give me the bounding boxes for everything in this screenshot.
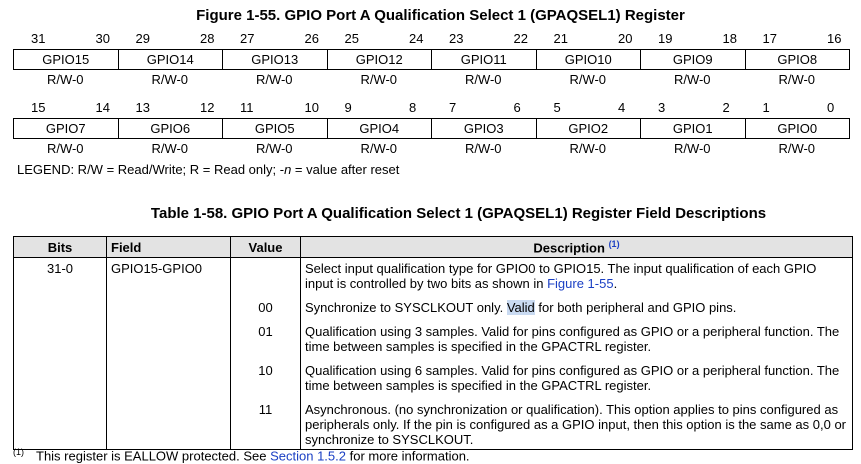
bit-number: 23 xyxy=(449,31,464,46)
access-type: R/W-0 xyxy=(360,141,398,156)
bit-number: 7 xyxy=(449,100,457,115)
access-type: R/W-0 xyxy=(151,141,189,156)
bit-number: 0 xyxy=(827,100,835,115)
bit-number: 22 xyxy=(513,31,528,46)
header-value: Value xyxy=(231,237,301,258)
access-type: R/W-0 xyxy=(673,141,711,156)
bit-number: 17 xyxy=(762,31,777,46)
bit-number: 2 xyxy=(722,100,730,115)
bit-number: 30 xyxy=(95,31,110,46)
bit-number: 25 xyxy=(344,31,359,46)
cell-value: 01 xyxy=(231,321,301,360)
access-type: R/W-0 xyxy=(569,72,607,87)
bit-number: 24 xyxy=(409,31,424,46)
header-bits: Bits xyxy=(14,237,107,258)
bit-number: 31 xyxy=(31,31,46,46)
register-fields-upper xyxy=(13,49,850,70)
register-field: GPIO11 xyxy=(432,50,537,69)
field-description-table xyxy=(13,236,853,450)
bit-number: 29 xyxy=(135,31,150,46)
register-field: GPIO7 xyxy=(14,119,119,138)
access-type: R/W-0 xyxy=(255,72,293,87)
register-field: GPIO13 xyxy=(223,50,328,69)
bit-number: 5 xyxy=(553,100,561,115)
register-field: GPIO0 xyxy=(746,119,851,138)
register-field: GPIO8 xyxy=(746,50,851,69)
register-fields-lower xyxy=(13,118,850,139)
access-type: R/W-0 xyxy=(255,141,293,156)
bit-number: 15 xyxy=(31,100,46,115)
register-field: GPIO12 xyxy=(328,50,433,69)
bit-number: 18 xyxy=(722,31,737,46)
bit-number: 12 xyxy=(200,100,215,115)
cell-value: 11 xyxy=(231,399,301,450)
bit-number: 27 xyxy=(240,31,255,46)
bit-number: 10 xyxy=(304,100,319,115)
cell-description: Synchronize to SYSCLKOUT only. Valid for both peripheral and GPIO pins. xyxy=(301,297,853,321)
access-type: R/W-0 xyxy=(46,72,84,87)
cell-value-empty xyxy=(231,258,301,298)
register-field: GPIO5 xyxy=(223,119,328,138)
table-header-row xyxy=(14,237,853,258)
bit-number: 19 xyxy=(658,31,673,46)
cell-value: 00 xyxy=(231,297,301,321)
register-field: GPIO6 xyxy=(119,119,224,138)
table-row xyxy=(14,297,853,321)
bit-number: 6 xyxy=(513,100,521,115)
cell-field: GPIO15-GPIO0 xyxy=(107,258,231,298)
footnote: $^{(1)}$ This register is EALLOW protected. See Section 1.5.2 for more information. xyxy=(13,447,470,464)
footnote-marker: (1) xyxy=(13,447,24,457)
register-field: GPIO3 xyxy=(432,119,537,138)
register-field: GPIO10 xyxy=(537,50,642,69)
register-legend: LEGEND: R/W = Read/Write; R = Read only; -n = value after reset xyxy=(17,162,400,177)
bit-number: 8 xyxy=(409,100,417,115)
register-field: GPIO9 xyxy=(641,50,746,69)
highlighted-word: Valid xyxy=(506,300,535,315)
bit-numbers-lower xyxy=(13,100,849,116)
header-field: Field xyxy=(107,237,231,258)
cell-intro-description: Select input qualification type for GPIO0 to GPIO15. The input qualification of each GPIO input is controlled by two bits as shown in Figure 1-55. xyxy=(301,258,853,298)
access-type: R/W-0 xyxy=(673,72,711,87)
table-row xyxy=(14,258,853,298)
access-row-lower xyxy=(13,141,849,156)
bit-number: 1 xyxy=(762,100,770,115)
access-type: R/W-0 xyxy=(151,72,189,87)
access-row-upper xyxy=(13,72,849,87)
access-type: R/W-0 xyxy=(778,72,816,87)
register-field: GPIO14 xyxy=(119,50,224,69)
register-field: GPIO2 xyxy=(537,119,642,138)
bit-number: 14 xyxy=(95,100,110,115)
bit-number: 9 xyxy=(344,100,352,115)
bit-number: 26 xyxy=(304,31,319,46)
cell-description: Asynchronous. (no synchronization or qualification). This option applies to pins configured as peripherals only. If the pin is configured as a GPIO input, then this option is the same as 0,0 or synchronize to SYSCLKOUT. xyxy=(301,399,853,450)
register-field: GPIO1 xyxy=(641,119,746,138)
cell-value: 10 xyxy=(231,360,301,399)
bit-number: 13 xyxy=(135,100,150,115)
cell-bits: 31-0 xyxy=(14,258,107,298)
access-type: R/W-0 xyxy=(46,141,84,156)
access-type: R/W-0 xyxy=(778,141,816,156)
table-title: Table 1-58. GPIO Port A Qualification Select 1 (GPAQSEL1) Register Field Descriptions xyxy=(150,205,767,222)
section-link[interactable]: Section 1.5.2 xyxy=(270,448,346,464)
figure-link[interactable]: Figure 1-55 xyxy=(547,276,614,291)
bit-number: 4 xyxy=(618,100,626,115)
table-row xyxy=(14,360,853,399)
access-type: R/W-0 xyxy=(464,72,502,87)
bit-number: 28 xyxy=(200,31,215,46)
bit-number: 16 xyxy=(827,31,842,46)
header-description: Description $^{(1)}$ xyxy=(301,237,853,258)
access-type: R/W-0 xyxy=(360,72,398,87)
register-field: GPIO4 xyxy=(328,119,433,138)
cell-description: Qualification using 6 samples. Valid for pins configured as GPIO or a peripheral function. The time between samples is specified in the GPACTRL register. xyxy=(301,360,853,399)
bit-numbers-upper xyxy=(13,31,849,47)
footnote-ref[interactable]: (1) xyxy=(608,238,620,249)
access-type: R/W-0 xyxy=(569,141,607,156)
cell-description: Qualification using 3 samples. Valid for pins configured as GPIO or a peripheral function. The time between samples is specified in the GPACTRL register. xyxy=(301,321,853,360)
bit-number: 21 xyxy=(553,31,568,46)
table-row xyxy=(14,321,853,360)
bit-number: 20 xyxy=(618,31,633,46)
table-row xyxy=(14,399,853,450)
register-field: GPIO15 xyxy=(14,50,119,69)
bit-number: 11 xyxy=(240,100,254,115)
figure-title: Figure 1-55. GPIO Port A Qualification Select 1 (GPAQSEL1) Register xyxy=(196,7,685,24)
bit-number: 3 xyxy=(658,100,666,115)
access-type: R/W-0 xyxy=(464,141,502,156)
